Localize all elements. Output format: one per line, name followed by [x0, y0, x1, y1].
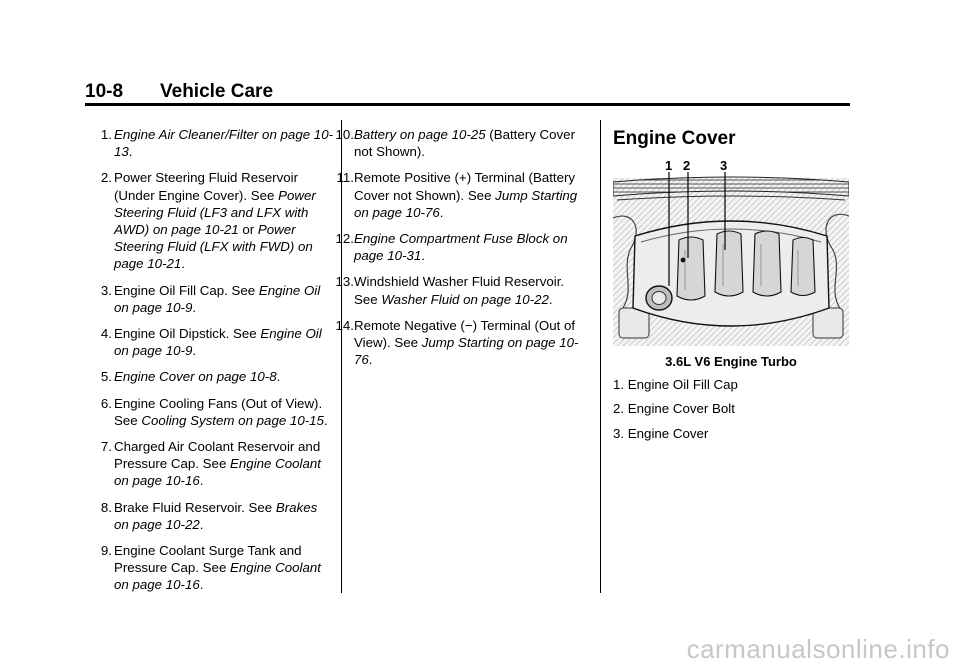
header-rule: [85, 103, 850, 106]
item-number: 14.: [335, 317, 354, 333]
item-number: 3.: [100, 282, 112, 298]
list-item: [100, 542, 334, 594]
list-item: [100, 126, 334, 160]
list-item: [335, 273, 590, 307]
list-item: [335, 126, 590, 160]
component-list-column-1: [100, 126, 334, 603]
callout-1: 1: [665, 158, 673, 173]
list-item: [336, 169, 590, 221]
item-number: 1.: [100, 127, 112, 142]
component-list-column-2: [335, 126, 590, 377]
item-number: 13.: [335, 274, 354, 290]
item-number: 5.: [100, 369, 112, 385]
list-item: [100, 438, 334, 490]
list-item: [335, 230, 590, 264]
engine-cover-heading: Engine Cover: [613, 128, 736, 149]
legend-item-1: 1. Engine Oil Fill Cap: [613, 377, 738, 392]
engine-cover-illustration: [613, 158, 849, 346]
item-number: 12.: [335, 231, 354, 247]
item-text: Engine Oil Dipstick. See Engine Oil on page 10-9.: [114, 326, 322, 359]
item-text: Engine Cover on page 10-8.: [114, 369, 281, 385]
item-text: Engine Coolant Surge Tank and Pressure Cap. See Engine Coolant on page 10-16.: [114, 543, 321, 593]
item-text: Power Steering Fluid Reservoir (Under Engine Cover). See Power Steering Fluid (LF3 and LFX with AWD) on page 10-21 or Power Steering Fluid (LFX with FWD) on page 10-21.: [114, 170, 316, 272]
item-number: 8.: [100, 499, 112, 515]
item-text: Battery on page 10-25 (Battery Cover not Shown).: [354, 127, 576, 160]
page-header: [85, 80, 273, 104]
item-text: Engine Oil Fill Cap. See Engine Oil on page 10-9.: [114, 282, 321, 315]
list-item: [100, 169, 334, 272]
item-text: Brake Fluid Reservoir. See Brakes on page 10-22.: [114, 499, 318, 532]
page-number: 10-8: [85, 81, 124, 102]
legend-item-2: 2. Engine Cover Bolt: [613, 401, 735, 417]
list-item: [100, 368, 334, 385]
item-text: Remote Negative (−) Terminal (Out of View). See Jump Starting on page 10-76.: [354, 317, 579, 368]
item-text: Charged Air Coolant Reservoir and Pressure Cap. See Engine Coolant on page 10-16.: [114, 439, 321, 489]
item-text: Remote Positive (+) Terminal (Battery Cover not Shown). See Jump Starting on page 10-76.: [354, 170, 578, 220]
list-item: [100, 395, 334, 429]
item-text: Engine Cooling Fans (Out of View). See Cooling System on page 10-15.: [114, 395, 328, 428]
item-text: Windshield Washer Fluid Reservoir. See Washer Fluid on page 10-22.: [354, 274, 565, 307]
watermark-text: carmanualsonline.info: [686, 634, 950, 664]
item-number: 4.: [100, 326, 112, 342]
callout-2: 2: [683, 158, 691, 173]
item-text: Engine Air Cleaner/Filter on page 10-13.: [114, 127, 334, 160]
item-number: 10.: [335, 127, 354, 142]
callout-3: 3: [720, 158, 728, 173]
item-number: 11.: [336, 170, 354, 186]
figure-legend: [613, 376, 738, 449]
figure-caption: 3.6L V6 Engine Turbo: [665, 354, 797, 369]
section-title: Vehicle Care: [160, 81, 274, 102]
list-item: [100, 282, 334, 316]
item-number: 7.: [100, 439, 112, 455]
column-divider-1: [341, 120, 342, 593]
list-item: [100, 325, 334, 359]
item-number: 9.: [100, 543, 112, 559]
item-number: 2.: [100, 170, 112, 186]
item-number: 6.: [100, 395, 112, 411]
legend-item-3: 3. Engine Cover: [613, 425, 709, 441]
list-item: [335, 317, 590, 369]
item-text: Engine Compartment Fuse Block on page 10-31.: [354, 231, 568, 264]
list-item: [100, 499, 334, 533]
column-divider-2: [600, 120, 601, 593]
